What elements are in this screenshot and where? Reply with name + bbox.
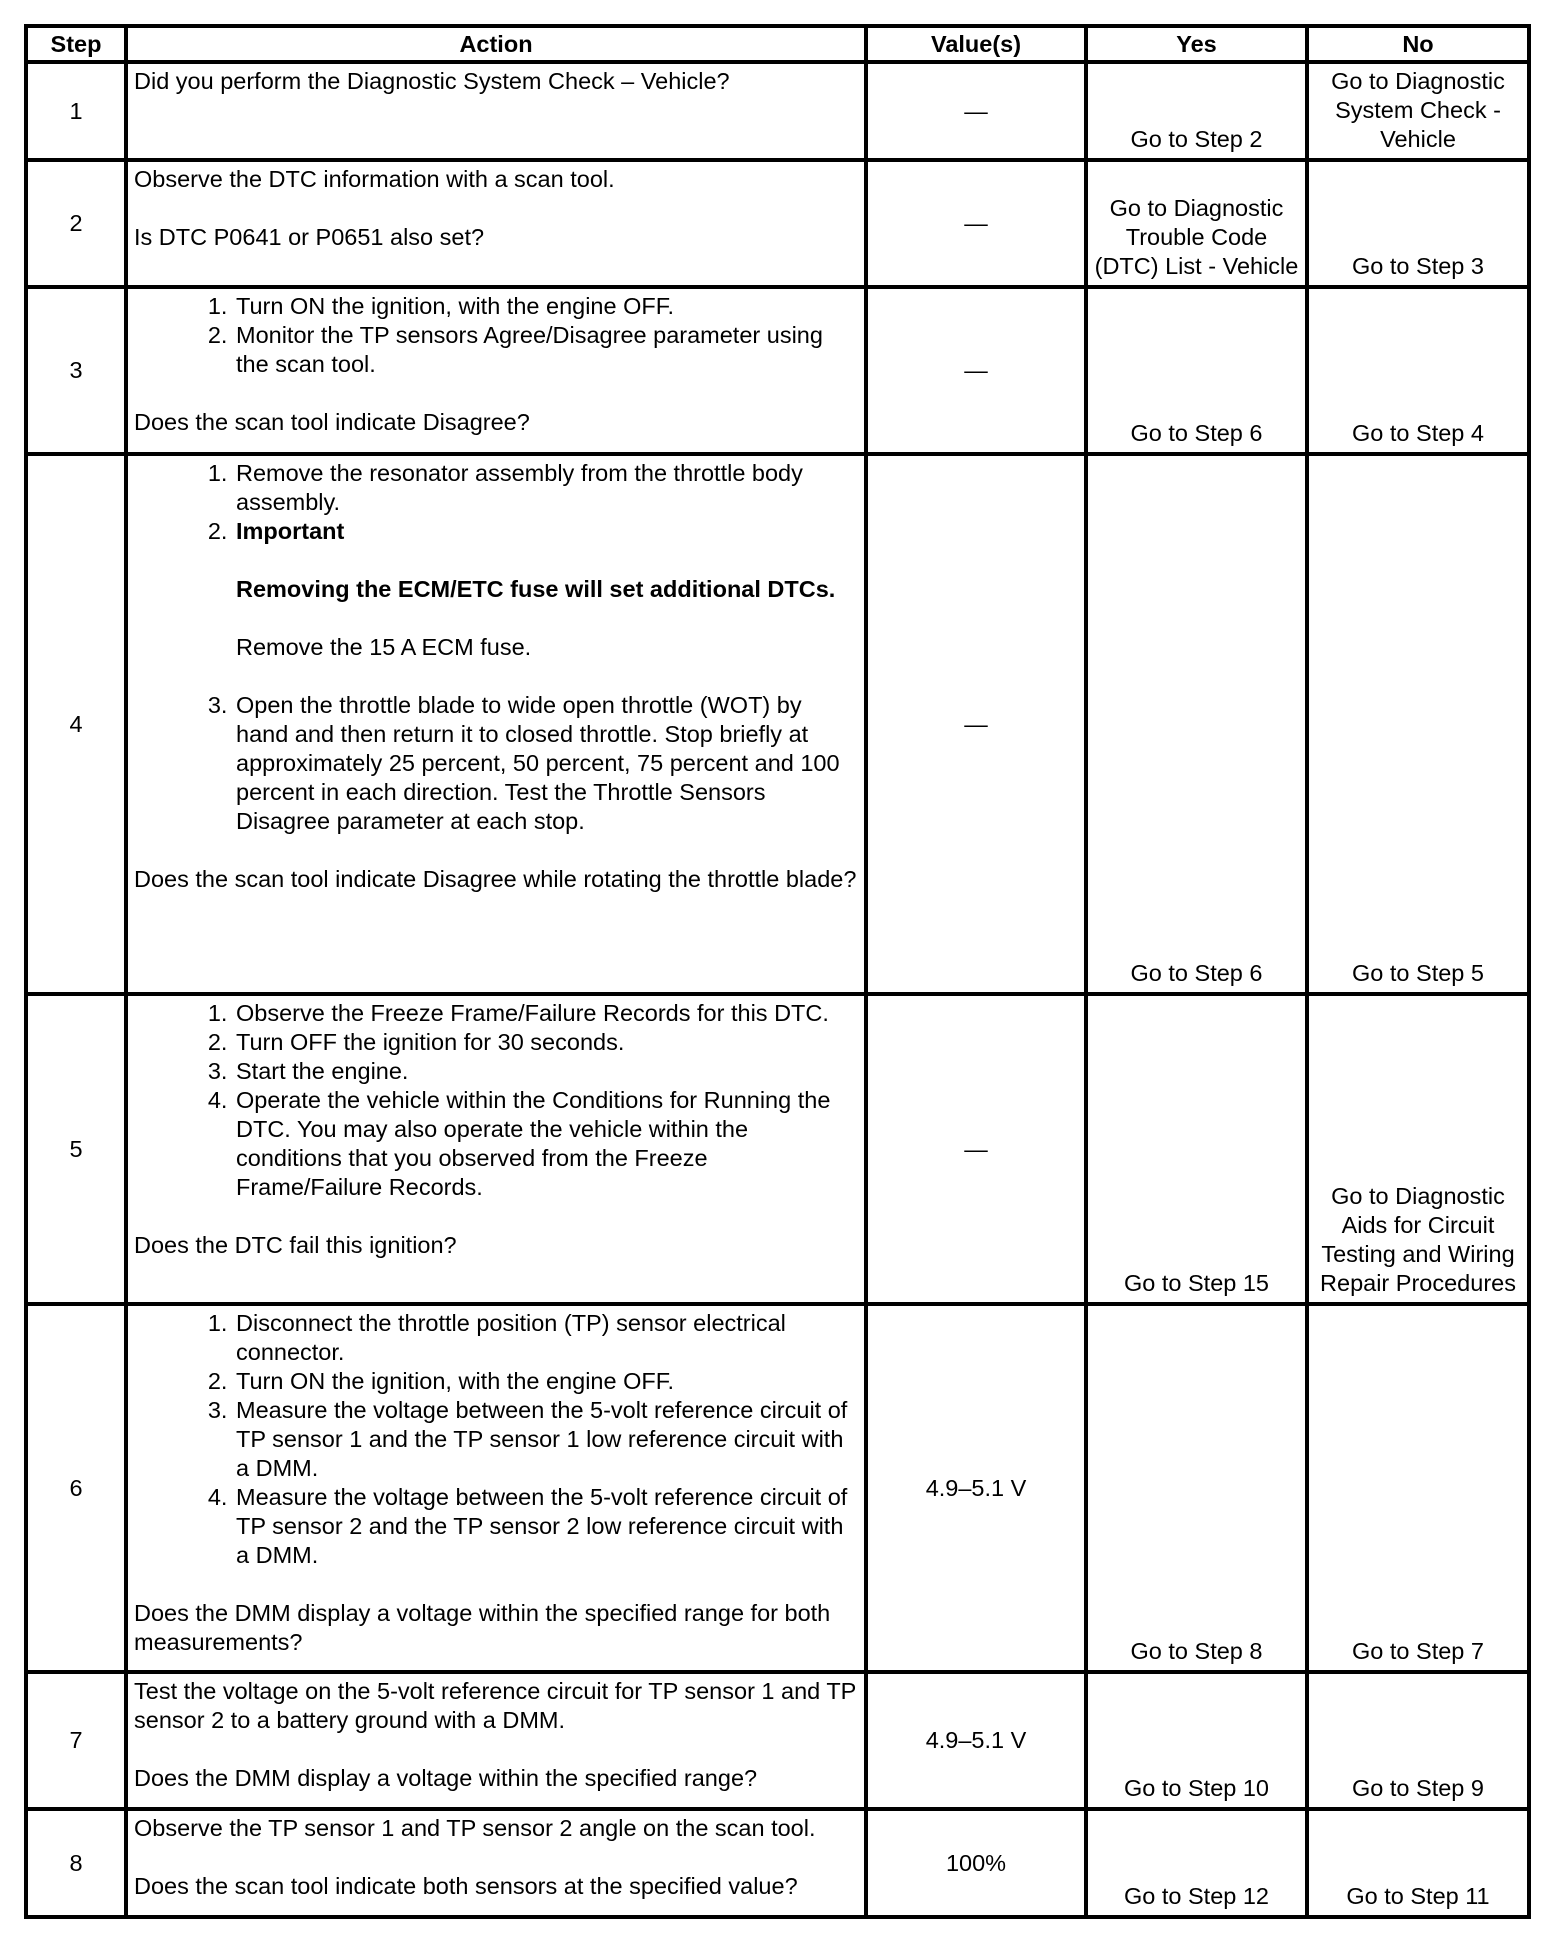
action-step: 3. Open the throttle blade to wide open throttle (WOT) by hand and then return it to closed throttle. Stop briefly at approximately 25 percent, 50 percent, 75 percent and 100 percent in each direction. Test the Throttle Sensors Disagree parameter at each stop. bbox=[234, 691, 858, 836]
value-cell: 100% bbox=[866, 1809, 1086, 1917]
header-no: No bbox=[1307, 26, 1529, 62]
value-cell: — bbox=[866, 287, 1086, 454]
header-yes: Yes bbox=[1086, 26, 1307, 62]
step-number: 1 bbox=[26, 62, 126, 160]
action-step: 1. Disconnect the throttle position (TP) sensor electrical connector. bbox=[234, 1309, 858, 1367]
step-number: 8 bbox=[26, 1809, 126, 1917]
no-cell: Go to Diagnostic Aids for Circuit Testing and Wiring Repair Procedures bbox=[1307, 994, 1529, 1304]
action-cell bbox=[126, 160, 866, 287]
diagnostic-table bbox=[24, 24, 1531, 1919]
action-step: 4. Measure the voltage between the 5-volt reference circuit of TP sensor 2 and the TP sensor 2 low reference circuit with a DMM. bbox=[234, 1483, 858, 1570]
yes-cell: Go to Step 15 bbox=[1086, 994, 1307, 1304]
action-cell bbox=[126, 62, 866, 160]
value-cell: — bbox=[866, 454, 1086, 994]
table-row bbox=[26, 287, 1529, 454]
action-cell bbox=[126, 994, 866, 1304]
action-steps bbox=[134, 1309, 858, 1570]
yes-cell: Go to Step 2 bbox=[1086, 62, 1307, 160]
action-question: Does the DTC fail this ignition? bbox=[134, 1232, 457, 1258]
action-cell bbox=[126, 287, 866, 454]
table-row bbox=[26, 1304, 1529, 1672]
action-cell bbox=[126, 1304, 866, 1672]
value-cell: 4.9–5.1 V bbox=[866, 1672, 1086, 1809]
table-row bbox=[26, 160, 1529, 287]
value-cell: — bbox=[866, 994, 1086, 1304]
action-step-text: Remove the 15 A ECM fuse. bbox=[236, 634, 532, 660]
no-cell: Go to Step 5 bbox=[1307, 454, 1529, 994]
yes-cell: Go to Step 12 bbox=[1086, 1809, 1307, 1917]
yes-cell: Go to Step 8 bbox=[1086, 1304, 1307, 1672]
table-row bbox=[26, 1809, 1529, 1917]
action-step: 3. Start the engine. bbox=[234, 1057, 858, 1086]
no-cell: Go to Step 7 bbox=[1307, 1304, 1529, 1672]
step-number: 2 bbox=[26, 160, 126, 287]
step-number: 3 bbox=[26, 287, 126, 454]
yes-cell: Go to Step 6 bbox=[1086, 287, 1307, 454]
table-row bbox=[26, 994, 1529, 1304]
step-number: 7 bbox=[26, 1672, 126, 1809]
value-cell: — bbox=[866, 160, 1086, 287]
action-text: Observe the DTC information with a scan tool. bbox=[134, 166, 615, 192]
action-step: 4. Operate the vehicle within the Conditions for Running the DTC. You may also operate the vehicle within the conditions that you observed from the Freeze Frame/Failure Records. bbox=[234, 1086, 858, 1202]
no-cell: Go to Step 3 bbox=[1307, 160, 1529, 287]
action-cell bbox=[126, 1809, 866, 1917]
action-question: Does the scan tool indicate both sensors at the specified value? bbox=[134, 1873, 798, 1899]
action-cell bbox=[126, 1672, 866, 1809]
table-row bbox=[26, 1672, 1529, 1809]
header-values: Value(s) bbox=[866, 26, 1086, 62]
important-warning: Removing the ECM/ETC fuse will set additional DTCs. bbox=[236, 576, 836, 602]
action-question: Does the scan tool indicate Disagree while rotating the throttle blade? bbox=[134, 866, 857, 892]
header-action: Action bbox=[126, 26, 866, 62]
table-row bbox=[26, 62, 1529, 160]
action-step: 3. Measure the voltage between the 5-volt reference circuit of TP sensor 1 and the TP sensor 1 low reference circuit with a DMM. bbox=[234, 1396, 858, 1483]
value-cell: 4.9–5.1 V bbox=[866, 1304, 1086, 1672]
no-cell: Go to Step 11 bbox=[1307, 1809, 1529, 1917]
header-step: Step bbox=[26, 26, 126, 62]
no-cell: Go to Diagnostic System Check - Vehicle bbox=[1307, 62, 1529, 160]
important-label: 2. Important bbox=[236, 518, 345, 544]
header-row bbox=[26, 26, 1529, 62]
yes-cell: Go to Diagnostic Trouble Code (DTC) List - Vehicle bbox=[1086, 160, 1307, 287]
action-step: 2. Monitor the TP sensors Agree/Disagree parameter using the scan tool. bbox=[234, 321, 858, 379]
table-row bbox=[26, 454, 1529, 994]
step-number: 4 bbox=[26, 454, 126, 994]
action-text: Did you perform the Diagnostic System Check – Vehicle? bbox=[134, 68, 730, 94]
diagnostic-table-page bbox=[24, 24, 1527, 1919]
action-question: Does the DMM display a voltage within the specified range for both measurements? bbox=[134, 1600, 831, 1655]
action-steps bbox=[134, 292, 858, 379]
action-step: 1. Observe the Freeze Frame/Failure Records for this DTC. bbox=[234, 999, 858, 1028]
action-steps bbox=[134, 459, 858, 836]
action-cell bbox=[126, 454, 866, 994]
action-steps bbox=[134, 999, 858, 1202]
yes-cell: Go to Step 6 bbox=[1086, 454, 1307, 994]
action-step: 1. Turn ON the ignition, with the engine OFF. bbox=[234, 292, 858, 321]
action-text: Test the voltage on the 5-volt reference circuit for TP sensor 1 and TP sensor 2 to a battery ground with a DMM. bbox=[134, 1678, 856, 1733]
action-step: 2. Turn OFF the ignition for 30 seconds. bbox=[234, 1028, 858, 1057]
no-cell: Go to Step 9 bbox=[1307, 1672, 1529, 1809]
value-cell: — bbox=[866, 62, 1086, 160]
action-text: Observe the TP sensor 1 and TP sensor 2 angle on the scan tool. bbox=[134, 1815, 816, 1841]
action-step: 1. Remove the resonator assembly from the throttle body assembly. bbox=[234, 459, 858, 517]
yes-cell: Go to Step 10 bbox=[1086, 1672, 1307, 1809]
action-step bbox=[234, 517, 858, 662]
no-cell: Go to Step 4 bbox=[1307, 287, 1529, 454]
action-step: 2. Turn ON the ignition, with the engine OFF. bbox=[234, 1367, 858, 1396]
action-question: Does the scan tool indicate Disagree? bbox=[134, 409, 530, 435]
action-question: Does the DMM display a voltage within the specified range? bbox=[134, 1765, 758, 1791]
action-question: Is DTC P0641 or P0651 also set? bbox=[134, 224, 485, 250]
step-number: 6 bbox=[26, 1304, 126, 1672]
step-number: 5 bbox=[26, 994, 126, 1304]
